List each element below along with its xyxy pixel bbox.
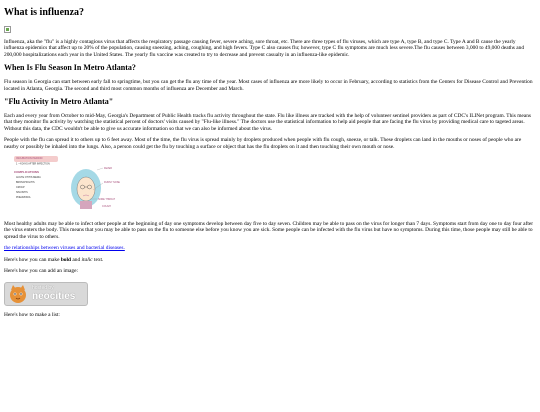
text-fragment: and (71, 256, 82, 263)
paragraph-add-image: Here's how you can add an image: (4, 268, 79, 275)
text-fragment: text. (92, 256, 104, 263)
complication-item: SINUSITIS (16, 191, 28, 195)
page (0, 7, 540, 318)
paragraph-flu-season: Flu season in Georgia can start between early fall to springtime, but you can get the flu any time of the year. Most cases of influenza are more likely to occur in February, according to statistics from the Centers for Disease Control and Prevention located in Atlanta, Georgia. The second and third most common months of influenza are December and March. (4, 79, 533, 92)
heading-what-is-influenza: What is influenza? (4, 7, 85, 18)
complication-item: BRONCHIOLITIS (16, 181, 35, 185)
badge-text (32, 285, 75, 302)
paragraph-bold-italic (4, 257, 536, 263)
broken-image-icon (4, 26, 11, 33)
flu-infographic-illustration (12, 155, 122, 215)
incubation-value: 1 - 4 DAYS AFTER INFECTION (16, 162, 50, 166)
bold-text: bold (60, 256, 72, 263)
complication-item: ACUTE OTITIS MEDIA (16, 176, 41, 180)
heading-flu-season: When Is Flu Season In Metro Atlanta? (4, 63, 136, 73)
paragraph-influenza-intro: Influenza, aka the "flu" is a highly contagious virus that affects the respiratory passage causing fever, severe aching, sore throat, etc. There are three types of flu viruses, which are type A, type B, and type C. Type A and B cause the yearly influenza epidemics that affect up to 20% of the population, causing sneezing, aching, coughing, and high fevers. Type C also causes flu; however, type C flu symptoms are much less severe.The flu causes between 3,000 to 49,000 deaths and 200,000 hospitalizations each year in the United States. The yearly flu vaccine was created to try to decrease and prevent casualty in an influenza-like epidemic. (4, 39, 525, 58)
complications-label: COMPLICATIONS (14, 170, 39, 175)
text-fragment: Here's how you can make (4, 256, 61, 263)
italic-text: italic (81, 256, 93, 263)
complication-item: CROUP (16, 186, 25, 190)
link-viruses-bacterial[interactable]: the relationships between viruses and bacterial diseases. (4, 245, 125, 252)
sick-person-head-icon (71, 169, 101, 209)
paragraph-link (4, 245, 536, 251)
badge-small-text: hosted by (32, 285, 54, 291)
symptom-fever: FEVER (104, 167, 112, 171)
incubation-label: INCUBATION PERIOD (16, 157, 43, 161)
symptom-cough: COUGH (102, 205, 111, 209)
badge-big-text: neocities (32, 291, 76, 302)
neocities-badge[interactable] (4, 282, 88, 306)
neocities-cat-icon (8, 284, 28, 304)
paragraph-contagious-period: Most healthy adults may be able to infect other people at the beginning of day one symptoms develop between day five to day seven. Children may be able to pass on the virus for longer than 7 days. Symptoms start from day one to day four after the virus enters the body. This means that you may be able to pass on the flu to someone else before you know you are sick. Some people can be infected with the flu virus but have no symptoms. During this time, those people may still be able to spread the virus to others. (4, 221, 534, 240)
symptom-runny-nose: RUNNY NOSE (104, 181, 120, 185)
symptom-sore-throat: SORE THROAT (98, 198, 116, 202)
paragraph-make-list: Here's how to make a list: (4, 311, 60, 318)
paragraph-flu-activity: Each and every year from October to mid-May, Georgia's Department of Public Health tracks flu activity throughout the state. Flu like illness are tracked with the help of volunteer sentinel providers as part of CDC's ILINet program. This means that they monitor flu activity by watching the statistical percent of doctors' visits caused by "Flu-like illness." The doctors use the statistical information to help aid people that are facing the flu virus by providing medical care to tageted areas. Without this data, the CDC wouldn't be able to give us accurate information so that we can also be informed about the virus. (4, 113, 531, 132)
paragraph-spread: People with the flu can spread it to others up to 6 feet away. Most of the time, the flu virus is spread mainly by droplets produced when people with flu cough, sneeze, or talk. These droplets can land in the mouths or noses of people who are nearby or possibly be inhaled into the lungs. Also, a person could get the flu by touching a surface or object that has the flu droplets on it and then touching their own mouth or nose. (4, 137, 522, 150)
heading-flu-activity: "Flu Activity In Metro Atlanta" (4, 97, 114, 107)
complication-item: PNEUMONIA (16, 196, 31, 200)
